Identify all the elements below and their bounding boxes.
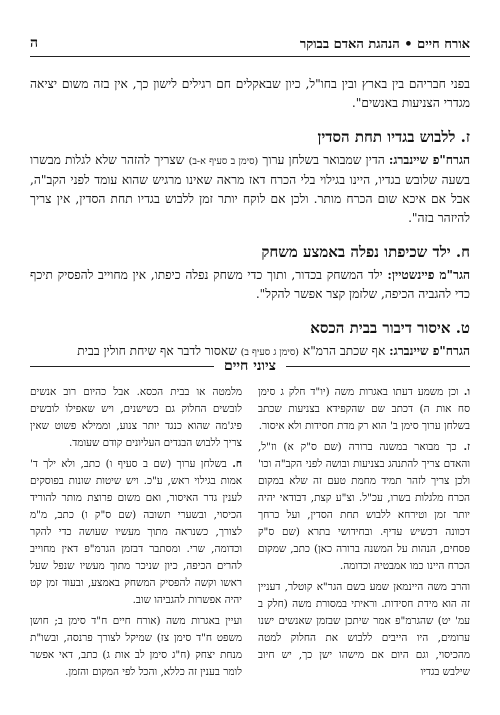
note-paragraph: [30, 456, 242, 609]
running-title: אורח חיים • הנהגת האדם בבוקר: [299, 37, 470, 52]
source-citation: (סימן ב סעיף א-ב): [188, 156, 259, 167]
note-text: בשלחן ערוך (שם ב סעיף ו) כתב, ולא ילך ד' אמות בגילוי ראש, ע"כ. ויש שיטות שונות בפוסקים לענין גדר האיסור, ואם משום פרוצת מותר להוריד הכיסוי, ובשערי תשובה (שם ס"ק ו) כתב, מ"מ לצורך, כשנראה מתוך מעשיו שעושה כדי להקר וכדומה, שרי. ומסתבר דבזמן הגרמ"פ דאין מחוייב להרים הכיפה, כיון שניכר מתוך מעשיו שנפל שעל ראשו וקשה להפסיק המשחק באמצע, ובעוד זמן קט יהיה אפשרות להגביהו שוב.: [30, 458, 242, 606]
notes-column-right: [258, 384, 470, 685]
note-ref: ו.: [463, 386, 470, 398]
author-name: הגרח"פ שיינברג:: [389, 344, 470, 358]
notes-section: [30, 384, 470, 685]
main-text: [30, 75, 470, 362]
divider-line: [286, 366, 470, 367]
paragraph-text: שאסור לדבר אף שיחת חולין בבית: [77, 344, 237, 358]
running-header: [30, 34, 470, 57]
paragraph-text: ילד המשחק בכדור, ותוך כדי משחק נפלה כיפתו, אין מחוייב להפסיק תיכף כדי להגביה הכיפה, שלזמן קצר אפשר להקל".: [30, 268, 470, 301]
divider-line: [30, 366, 214, 367]
section-heading: ט. איסור דיבור בבית הכסא: [310, 319, 470, 337]
source-citation: (סימן ג סעיף ב): [240, 347, 299, 358]
note-ref: ח.: [232, 458, 242, 470]
section-heading: ז. ללבוש בגדיו תחת הסדין: [317, 128, 470, 146]
note-text: מלמטה או בבית הכסא. אבל כהיום רוב אנשים לובשים החלוק גם כשישנים, ויש שאפילו לובשים פיג'מה שהוא כנגד יותר צנוע, וממילא פשוט שאין צריך ללבוש הבגדים העליונים קודם שעומד.: [30, 386, 242, 449]
notes-title: ציוני חיים: [223, 357, 277, 374]
page-number: ה: [30, 35, 39, 51]
note-paragraph: [258, 384, 470, 435]
section-paragraph: [30, 266, 470, 304]
note-paragraph: [30, 384, 242, 452]
notes-divider: [30, 356, 470, 376]
author-name: הגרח"פ שיינברג:: [388, 153, 470, 167]
note-paragraph: [258, 439, 470, 575]
intro-paragraph: בפני חבריהם בין בארץ ובין בחו"ל, כיון שבאקלים חם רגילים לישון כך, אין בזה משום יציאה מגדרי הצניעות באנשים".: [30, 77, 470, 110]
note-paragraph: [258, 579, 470, 681]
note-text: כך מבואר במשנה ברורה (שם ס"ק א) וז"ל, והאדם צריך להתנהג בצניעות ובושה לפני הקב"ה וכו' ולכן צריך לזהר תמיד מחמת טעם זה שלא במקום הכרח מלגלות בשרו, עכ"ל. וצ"ע קצת, דבודאי יהיה יותר זמן וטירחא ללבוש תחת הסדין, ועל כרחך דכוונה דכשיש עדיף. ובחידושי בתרא (שם ס"ק פסחים, הנהות על המשנה ברורה כאן) כתב, שמקום הכרח היינו כמו אמבטיה וכדומה.: [258, 441, 470, 572]
note-text: ועיין באגרות משה (אורח חיים ח"ד סימן ב; חושן משפט ח"ד סימן צז) שמיקל לצורך פרנסה, ובשו"ת מנחת יצחק (ח"ג סימן לב אות ג) כתב, דאי אפשר לומר בענין זה כללא, והכל לפי המקום והזמן.: [30, 615, 242, 678]
note-text: והרב משה היינמאן שמע בשם הגר"א קוטלר, דעניין זה הוא מידת חסידות. וראיתי במסורת משה (חלק ב עמ' יט) שהגרמ"פ אמר שיתכן שבזמן שאנשים ישנו ערומים, היו הייבים ללבוש את החלוק למטה מהכיסוי, וגם היום אם מישהו ישן כך, יש חיוב שילבש בגדיו: [258, 581, 470, 678]
author-name: הגר"מ פיינשטיין:: [387, 268, 470, 282]
paragraph-text: הדין שמבואר בשלחן ערוך: [262, 153, 385, 167]
notes-column-left: [30, 384, 242, 685]
note-text: וכן משמע דעתו באגרות משה (יו"ד חלק ג סימן סח אות ה) דכתב שם שהקפידא בצניעות שכתב בשלחן ערוך סימן ב' הוא רק מדת חסידות ולא איסור.: [258, 386, 470, 432]
note-paragraph: [30, 613, 242, 681]
section-heading: ח. ילד שכיפתו נפלה באמצע משחק: [261, 243, 470, 261]
note-ref: ז.: [463, 441, 470, 453]
section-paragraph: [30, 151, 470, 228]
paragraph-text: שצריך להזהר שלא לגלות מבשרו בשעה שלובש בגדיו, היינו בגילוי בלי הכרח דאז מראה שאינו מרגיש שהוא עומד לפני הקב"ה, אבל אם איכא שום הכרח מותר. ולכן אם לוקח יותר זמן ללבוש בגדיו תחת הסדין, אין צריך להיזהר בזה".: [30, 153, 470, 225]
paragraph-text: אף שכתב הרמ"א: [302, 344, 386, 358]
